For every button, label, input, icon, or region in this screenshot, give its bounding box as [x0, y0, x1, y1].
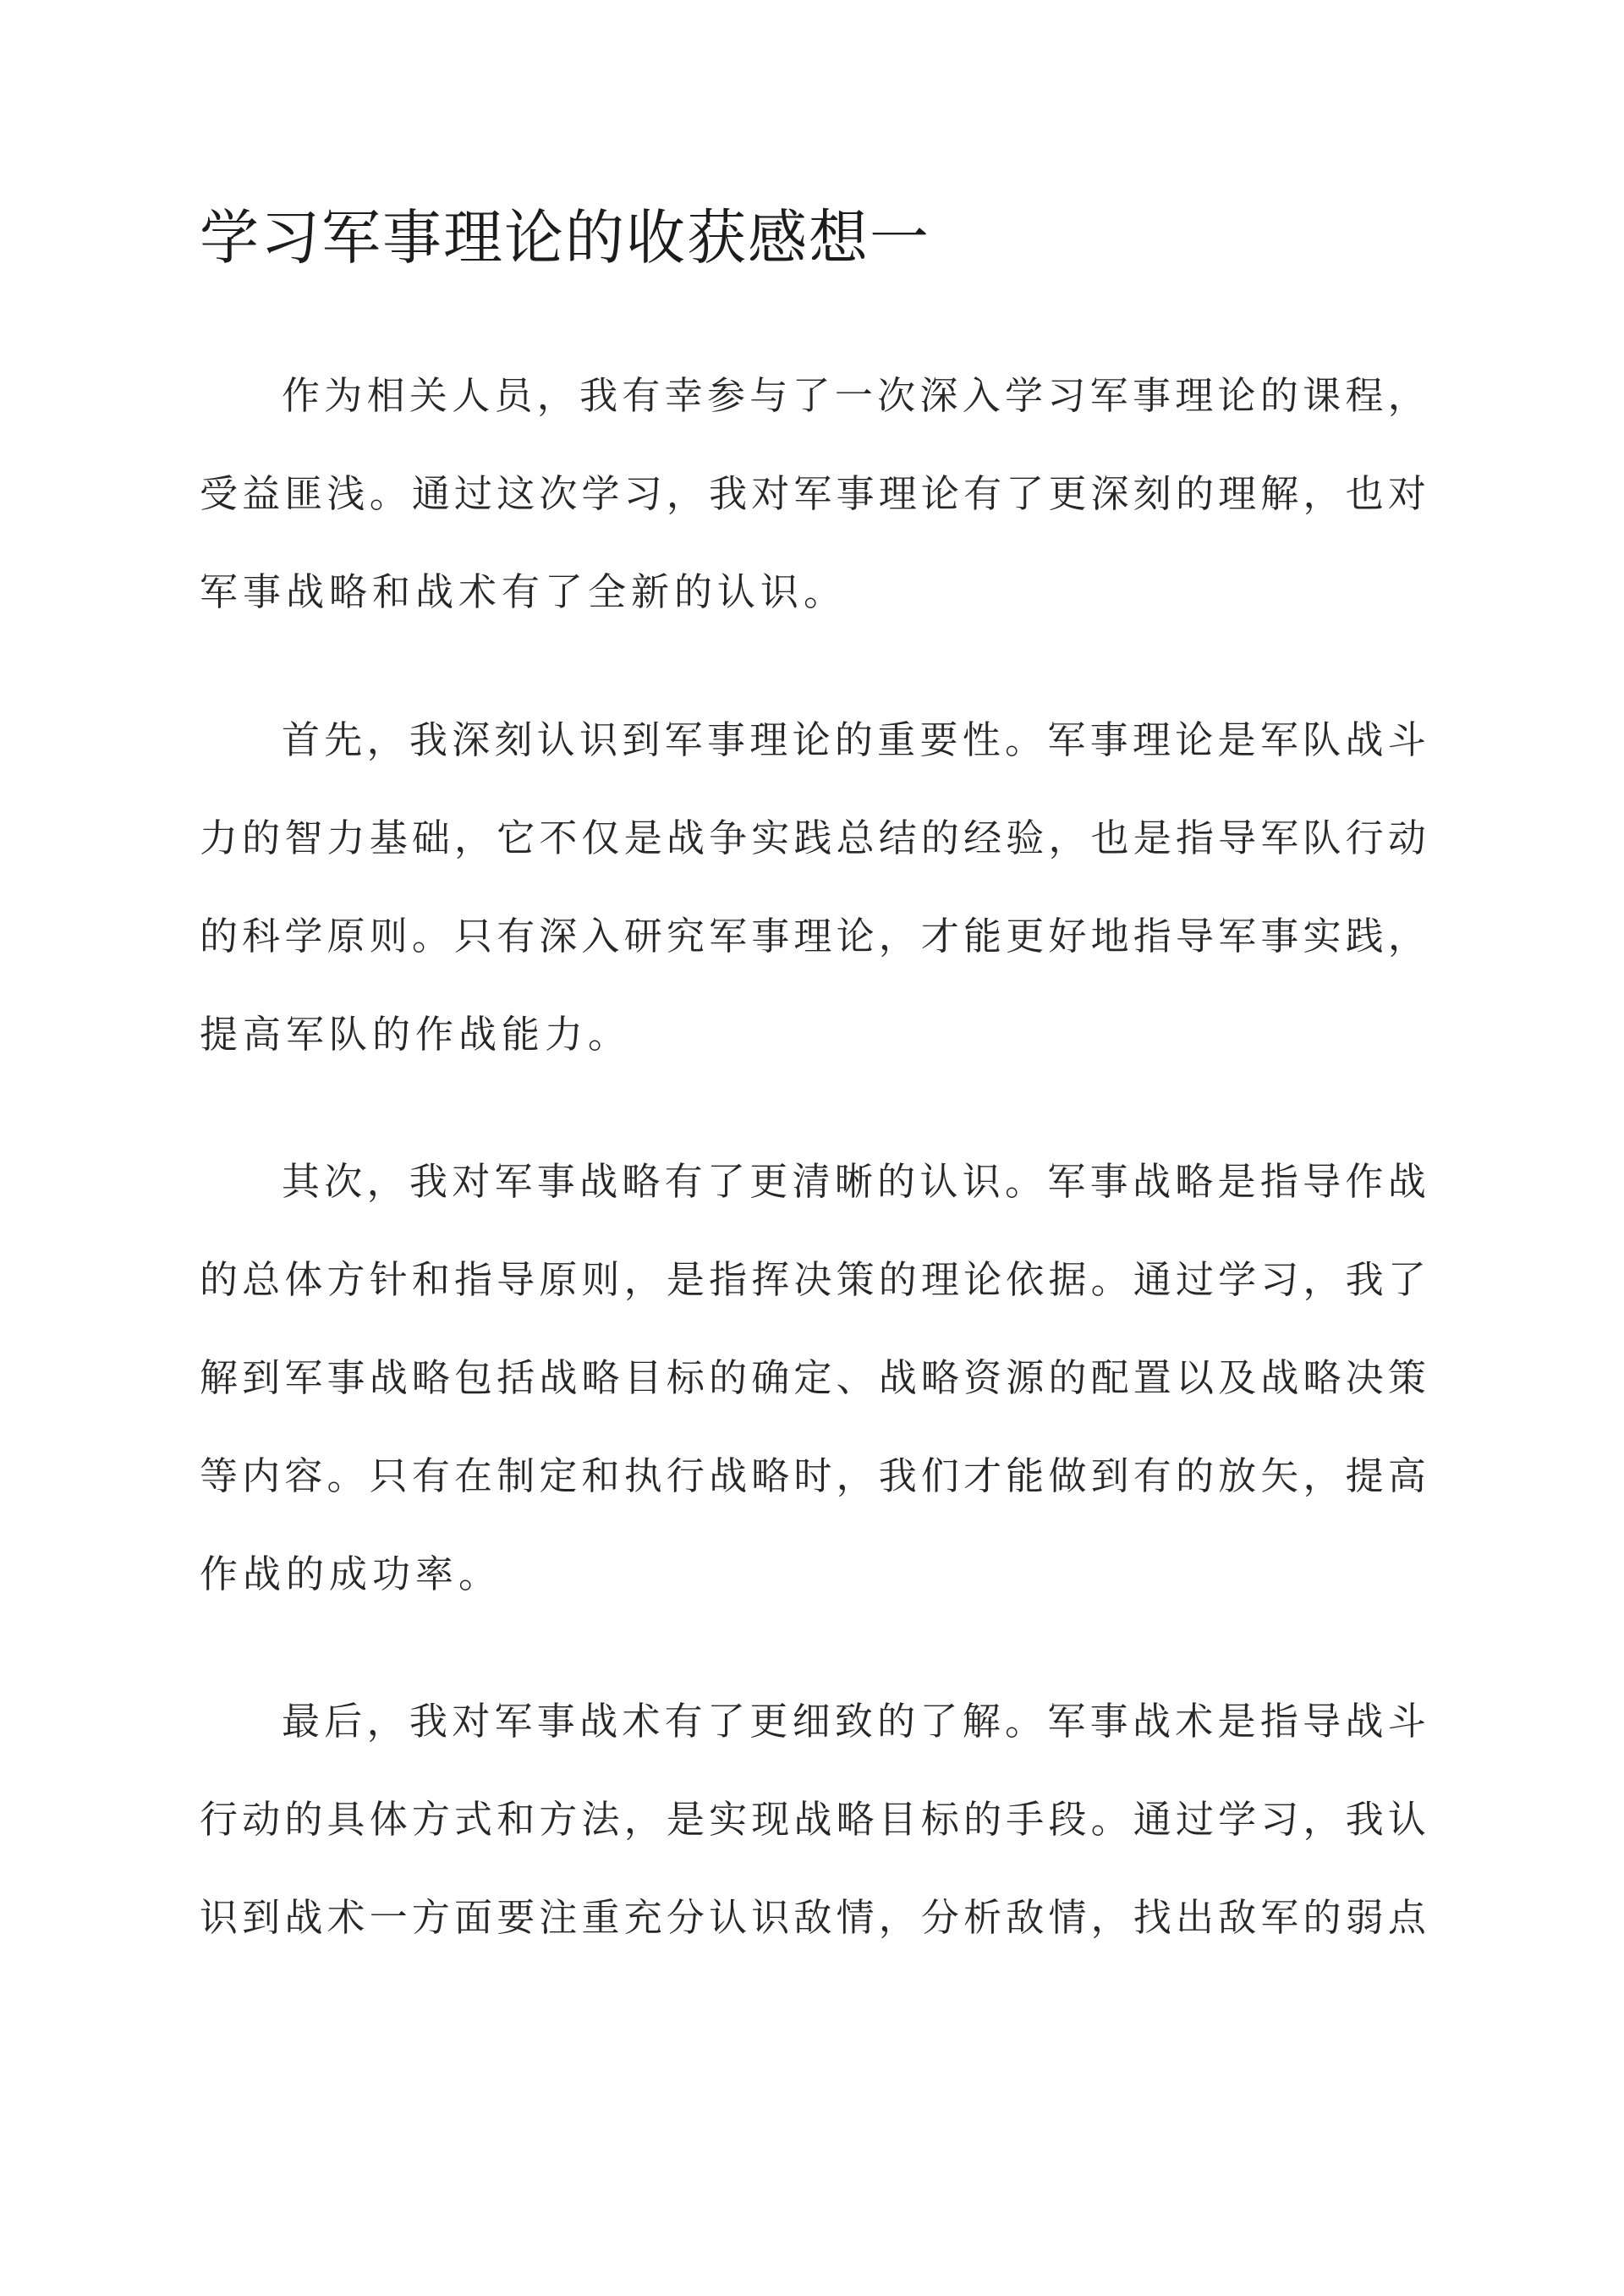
paragraph-1-line-3: 军事战略和战术有了全新的认识。: [200, 569, 848, 614]
paragraph-4-line-2: 行 动 的 具 体 方 式 和 方 法 ， 是 实 现 战 略 目 标 的 手 段 。 通 过 学 习 ， 我 认: [200, 1797, 1426, 1842]
paragraph-3-line-5: 作战的成功率。: [200, 1552, 502, 1596]
paragraph-2-line-2: 力 的 智 力 基 础 ， 它 不 仅 是 战 争 实 践 总 结 的 经 验 ， 也 是 指 导 军 队 行 动: [200, 816, 1426, 860]
paragraph-3-line-4: 等 内 容 。 只 有 在 制 定 和 执 行 战 略 时 ， 我 们 才 能 做 到 有 的 放 矢 ， 提 高: [200, 1453, 1426, 1498]
paragraph-2-line-1: 首 先 ， 我 深 刻 认 识 到 军 事 理 论 的 重 要 性 。 军 事 理 论 是 军 队 战 斗: [282, 717, 1426, 762]
paragraph-3-line-1: 其 次 ， 我 对 军 事 战 略 有 了 更 清 晰 的 认 识 。 军 事 战 略 是 指 导 作 战: [282, 1159, 1426, 1204]
paragraph-4-line-1: 最 后 ， 我 对 军 事 战 术 有 了 更 细 致 的 了 解 。 军 事 战 术 是 指 导 战 斗: [282, 1699, 1426, 1744]
document-title: 学习军事理论的收获感想一: [200, 203, 930, 272]
paragraph-3-line-2: 的 总 体 方 针 和 指 导 原 则 ， 是 指 挥 决 策 的 理 论 依 据 。 通 过 学 习 ， 我 了: [200, 1257, 1426, 1302]
paragraph-4-line-3: 识 到 战 术 一 方 面 要 注 重 充 分 认 识 敌 情 ， 分 析 敌 情 ， 找 出 敌 军 的 弱 点: [200, 1895, 1426, 1940]
paragraph-2-line-4: 提高军队的作战能力。: [200, 1012, 632, 1057]
paragraph-3-line-3: 解 到 军 事 战 略 包 括 战 略 目 标 的 确 定 、 战 略 资 源 的 配 置 以 及 战 略 决 策: [200, 1355, 1426, 1400]
paragraph-1-line-2: 受 益 匪 浅 。 通 过 这 次 学 习 ， 我 对 军 事 理 论 有 了 更 深 刻 的 理 解 ， 也 对: [200, 471, 1426, 516]
paragraph-2-line-3: 的 科 学 原 则 。 只 有 深 入 研 究 军 事 理 论 ， 才 能 更 好 地 指 导 军 事 实 践 ，: [200, 914, 1426, 958]
paragraph-1-line-1: 作 为 相 关 人 员 ， 我 有 幸 参 与 了 一 次 深 入 学 习 军 事 理 论 的 课 程 ，: [282, 373, 1426, 418]
